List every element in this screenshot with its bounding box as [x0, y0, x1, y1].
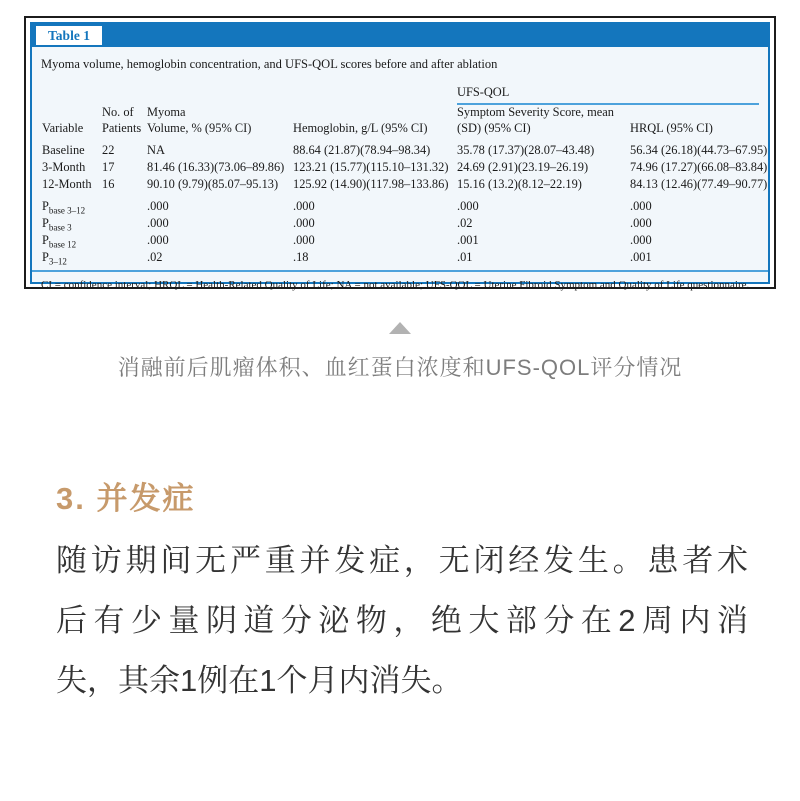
- table-cell: .000: [293, 233, 315, 247]
- table-cell: 16: [102, 177, 115, 191]
- table-cell: .18: [293, 250, 309, 264]
- header-spacer: [42, 85, 457, 103]
- body-paragraph: [56, 531, 748, 711]
- header-cell-patients-top: No. of: [102, 105, 134, 119]
- row-label: $P_{base 3-12}$: [42, 199, 86, 216]
- table-cell: .000: [457, 199, 479, 213]
- table-cell: [102, 215, 147, 232]
- row-label: $P_{base 12}$: [42, 233, 77, 250]
- table-cell: 88.64 (21.87)(78.94–98.34): [293, 143, 431, 157]
- row-label: $P_{base 3}$: [42, 216, 72, 233]
- header-cell-hemoglobin: Hemoglobin, g/L (95% CI): [293, 121, 428, 135]
- header-cell-patients-bottom: Patients: [102, 121, 142, 135]
- row-label: 12-Month: [42, 177, 92, 191]
- row-label: 3-Month: [42, 160, 86, 174]
- header-cell-sss-bottom: (SD) (95% CI): [457, 121, 531, 135]
- table-cell: .000: [293, 199, 315, 213]
- table-cell: 56.34 (26.18)(44.73–67.95): [630, 143, 768, 157]
- row-label: Baseline: [42, 143, 85, 157]
- table-cell: 74.96 (17.27)(66.08–83.84): [630, 160, 768, 174]
- paragraph-line: 后有少量阴道分泌物，绝大部分在2周内消: [56, 603, 748, 638]
- table-cell: .02: [457, 216, 473, 230]
- header-cell-myoma-bottom: Volume, % (95% CI): [147, 121, 252, 135]
- table-cell: .001: [630, 250, 652, 264]
- header-cell-hrql: HRQL (95% CI): [630, 121, 713, 135]
- table-cell: 15.16 (13.2)(8.12–22.19): [457, 177, 582, 191]
- table-cell: .000: [630, 216, 652, 230]
- table-cell: 84.13 (12.46)(77.49–90.77): [630, 177, 768, 191]
- table-footnote: CI = confidence interval; HRQL = Health-Related Quality of Life; NA = not available; UFS-QOL = Uterine Fibroid Symptom and Quality of Life questionnaire.: [32, 270, 768, 291]
- paragraph-line: 随访期间无严重并发症，无闭经发生。患者术: [56, 543, 748, 578]
- header-cell: [630, 105, 767, 120]
- table-cell: .02: [147, 250, 163, 264]
- table-tag: Table 1: [36, 26, 102, 45]
- table-cell: [102, 198, 147, 215]
- header-cell: [42, 105, 102, 120]
- table-cell: 17: [102, 160, 115, 174]
- table-cell: .000: [630, 233, 652, 247]
- table-cell: .000: [147, 233, 169, 247]
- table-cell: [102, 232, 147, 249]
- figure-caption: 消融前后肌瘤体积、血红蛋白浓度和UFS-QOL评分情况: [117, 355, 683, 380]
- table-cell: 125.92 (14.90)(117.98–133.86): [293, 177, 449, 191]
- table-cell: 24.69 (2.91)(23.19–26.19): [457, 160, 589, 174]
- table-cell: .01: [457, 250, 473, 264]
- header-cell-myoma-top: Myoma: [147, 105, 186, 119]
- table1-figure: [24, 16, 776, 289]
- table-cell: 81.46 (16.33)(73.06–89.86): [147, 160, 285, 174]
- table-cell: .000: [630, 199, 652, 213]
- header-cell: [293, 105, 457, 120]
- table-cell: .000: [293, 216, 315, 230]
- table-caption: Myoma volume, hemoglobin concentration, and UFS-QOL scores before and after ablation: [41, 57, 498, 71]
- table-cell: 90.10 (9.79)(85.07–95.13): [147, 177, 279, 191]
- table-cell: 22: [102, 143, 115, 157]
- row-label: $P_{3-12}$: [42, 250, 67, 267]
- table-grid: [42, 85, 768, 267]
- header-cell-sss-top: Symptom Severity Score, mean: [457, 105, 614, 119]
- table-cell: .000: [147, 199, 169, 213]
- ufs-qol-group-header: UFS-QOL: [457, 85, 759, 105]
- table-titlebar: [32, 24, 768, 47]
- header-cell-variable: Variable: [42, 121, 84, 135]
- table-cell: NA: [147, 143, 165, 157]
- triangle-up-icon: [389, 322, 411, 334]
- table-cell: 35.78 (17.37)(28.07–43.48): [457, 143, 595, 157]
- table1-frame: [30, 22, 770, 291]
- table-cell: [102, 249, 147, 266]
- table-cell: .000: [147, 216, 169, 230]
- section-heading: 3. 并发症: [56, 481, 196, 516]
- table-cell: .001: [457, 233, 479, 247]
- paragraph-line: 失，其余1例在1个月内消失。: [56, 663, 463, 698]
- table-cell: 123.21 (15.77)(115.10–131.32): [293, 160, 449, 174]
